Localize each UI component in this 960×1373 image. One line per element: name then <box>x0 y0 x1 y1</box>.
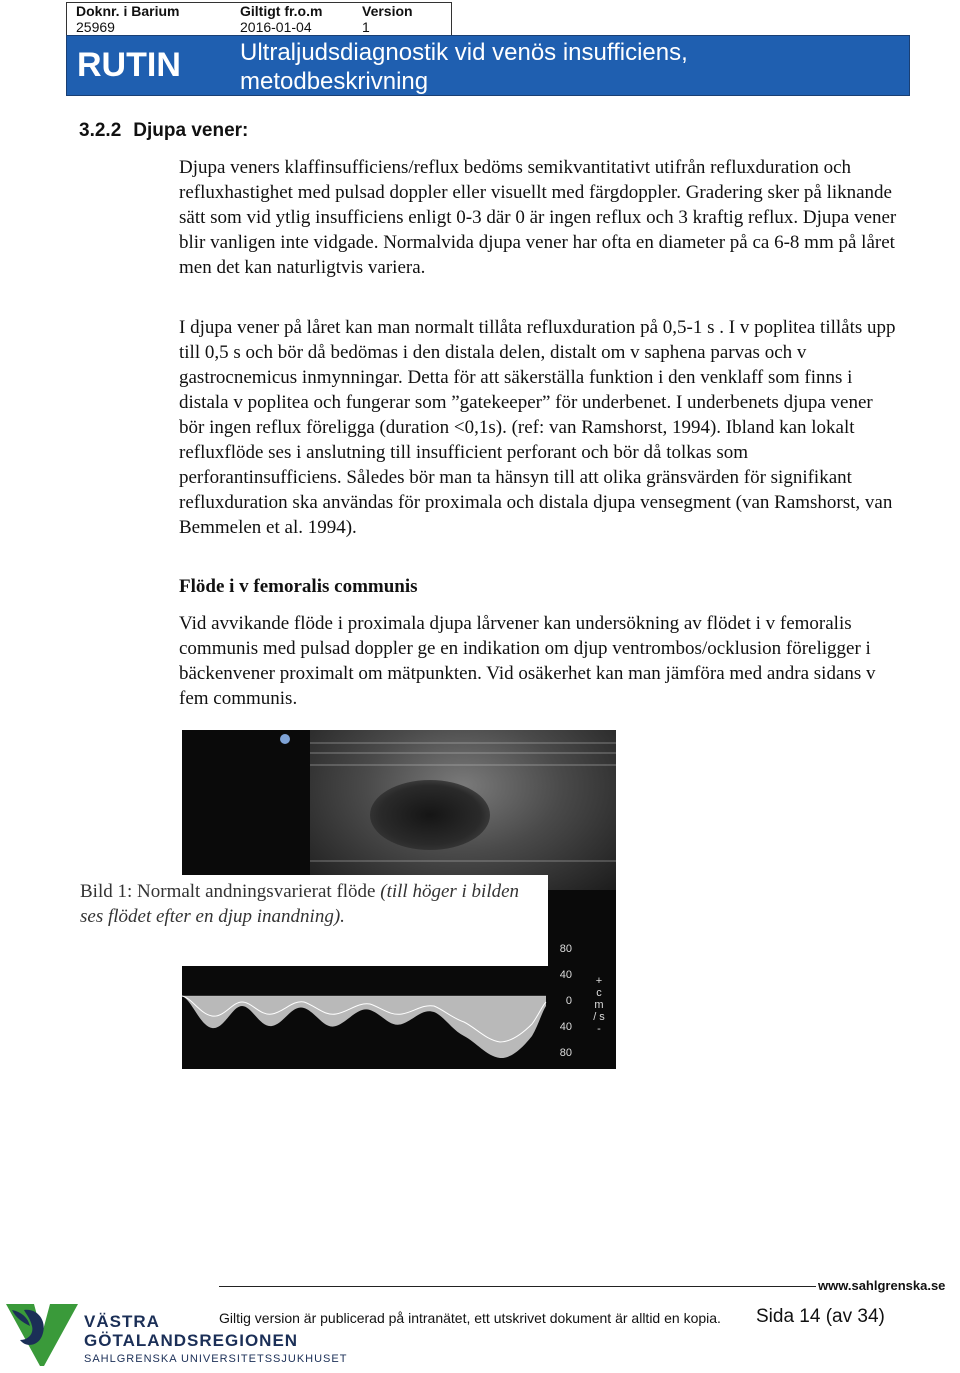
doc-number: 25969 <box>76 19 115 35</box>
version-number: 1 <box>362 19 370 35</box>
caption-italic: (till höger i bilden ses flödet efter en djup inandning). <box>80 881 520 927</box>
scale-tick: 80 <box>559 943 572 955</box>
doc-type: RUTIN <box>77 46 181 84</box>
footer-divider <box>219 1286 816 1287</box>
vein-lumen <box>370 780 490 850</box>
subheading-femoralis: Flöde i v femoralis communis <box>179 576 418 597</box>
doc-number-label: Doknr. i Barium <box>76 3 180 19</box>
caption-text: Normalt andningsvarierat flöde <box>132 881 381 902</box>
scale-tick: 40 <box>559 1021 572 1033</box>
scale-tick: 80 <box>559 1047 572 1059</box>
valid-from-cell <box>240 3 322 35</box>
ultrasound-figure <box>80 730 616 1069</box>
paragraph-femoralis: Vid avvikande flöde i proximala djupa lårvener kan undersökning av flödet i v femoralis communis med pulsad doppler ge en indikation om djup ventrombos/ocklusion föreligger i bäckenvener proximalt om mätpunkten. Vid osäkerhet kan man jämföra med andra sidans v fem communis. <box>179 613 876 709</box>
logo-line-2: GÖTALANDSREGIONEN <box>84 1331 299 1350</box>
version-label: Version <box>362 3 413 19</box>
section-number: 3.2.2 <box>79 120 122 141</box>
region-emblem-icon <box>4 1300 80 1370</box>
caption-label: Bild 1: <box>80 881 133 902</box>
validity-note: Giltig version är publicerad på intranätet, ett utskrivet dokument är alltid en kopia. <box>219 1310 721 1326</box>
title-banner <box>66 35 910 96</box>
paragraph-deep-veins: Djupa veners klaffinsufficiens/reflux bedöms semikvantitativt utifrån refluxduration och refluxhastighet med pulsad doppler eller visuellt med färgdoppler. Gradering sker på liknande sätt som vid ytlig insufficiens enligt 0-3 där 0 är ingen reflux och 3 kraftig reflux. Djupa vener blir vanligen inte vidgade. Normalvida djupa vener har ofta en diameter på ca 6-8 mm på låret men det kan naturligtvis variera. <box>179 157 897 278</box>
scale-tick: 0 <box>565 995 572 1007</box>
scale-unit: + c m / s - <box>593 975 605 1035</box>
valid-from-label: Giltigt fr.o.m <box>240 3 323 19</box>
paragraph-reflux-duration: I djupa vener på låret kan man normalt tillåta refluxduration på 0,5-1 s . I v poplitea tillåts upp till 0,5 s och bör då bedömas i den distala delen, distalt om v saphena parvas och v gastrocnemicus inmynningar. Detta för att säkerställa funktion i den venklaff som finns i distala v poplitea och fungerar som ”gatekeeper” för underbenet. I underbenets djupa vener bör ingen reflux föreligga (duration <0,1s). (ref: van Ramshorst, 1994). Ibland kan lokalt refluxflöde ses i anslutning till insufficient perforant och bör då tolkas som perforantinsufficiens. Således bör man ta hänsyn till att olika gränsvärden för signifikant refluxduration ska användas för proximala och distala djupa vensegment (van Ramshorst, van Bemmelen et al. 1994). <box>179 317 896 538</box>
website-link[interactable]: www.sahlgrenska.se <box>818 1278 946 1293</box>
doc-title <box>240 38 900 96</box>
logo-line-1: VÄSTRA <box>84 1312 160 1331</box>
logo-line-3: SAHLGRENSKA UNIVERSITETSSJUKHUSET <box>84 1353 348 1365</box>
section-title: Djupa vener: <box>133 120 249 141</box>
doc-number-cell <box>76 3 179 35</box>
version-cell <box>362 3 413 35</box>
document-meta-table <box>66 2 452 37</box>
figure-caption <box>80 879 540 929</box>
page-number: Sida 14 (av 34) <box>756 1306 885 1327</box>
section-heading <box>79 120 248 142</box>
velocity-scale <box>546 941 616 1069</box>
figure-caption-box <box>80 875 548 967</box>
scale-tick: 40 <box>559 969 572 981</box>
probe-orientation-icon <box>280 734 290 744</box>
valid-from-date: 2016-01-04 <box>240 19 312 35</box>
doc-title-line1: Ultraljudsdiagnostik vid venös insufficiens, <box>240 39 688 66</box>
ultrasound-bmode-image <box>310 730 616 890</box>
doc-title-line2: metodbeskrivning <box>240 68 429 95</box>
